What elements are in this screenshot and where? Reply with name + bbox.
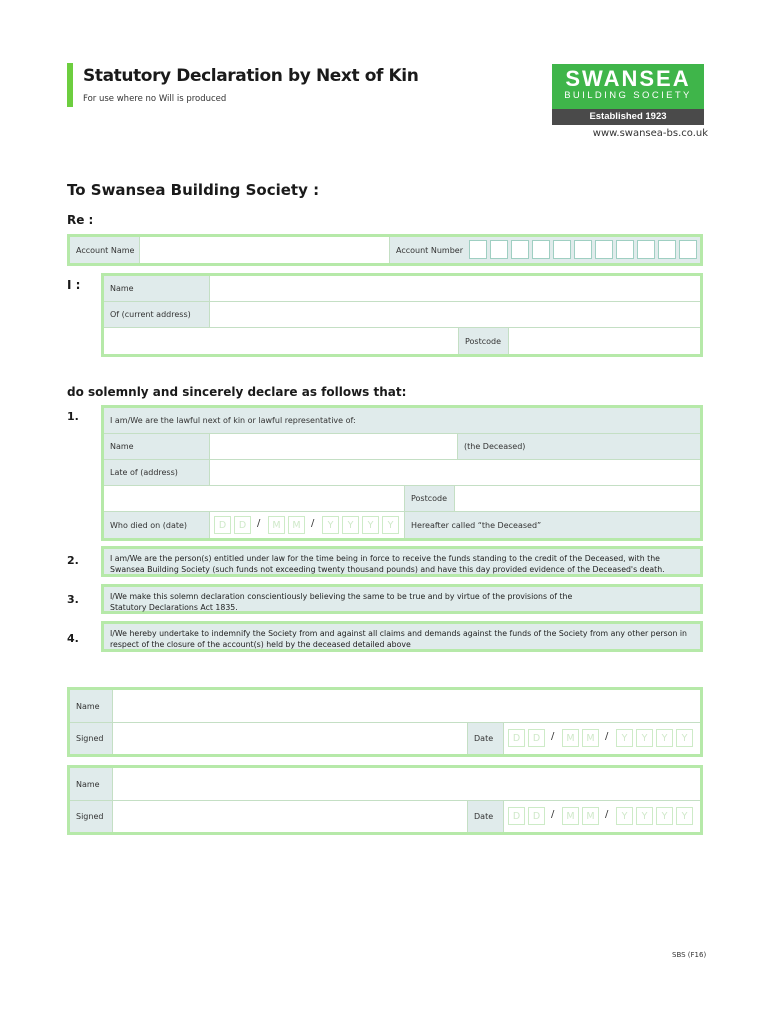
signatory-1-signature-field[interactable] [112,723,467,754]
website-link[interactable]: www.swansea-bs.co.uk [592,128,708,139]
deceased-postcode-label: Postcode [404,486,454,511]
account-digit[interactable] [679,240,697,259]
year-digit[interactable]: Y [616,807,633,825]
account-digit[interactable] [595,240,613,259]
addressee-heading: To Swansea Building Society : [67,181,320,199]
deceased-postcode-field[interactable] [454,486,700,511]
declarant-address-label: Of (current address) [104,302,209,327]
year-digit[interactable]: Y [616,729,633,747]
section-1-box [101,405,703,541]
date-separator: / [551,809,555,820]
logo-name: SWANSEA [565,66,691,91]
section-2-number: 2. [67,554,79,567]
hereafter-label: Hereafter called “the Deceased” [404,512,700,538]
declarant-address-line2-field[interactable] [104,328,458,354]
day-digit[interactable]: D [528,807,545,825]
signatory-2-name-label: Name [70,768,112,800]
declarant-name-label: Name [104,276,209,301]
the-deceased-label: (the Deceased) [457,434,700,459]
section-3-box [101,584,703,614]
year-digit[interactable]: Y [656,807,673,825]
account-digit[interactable] [658,240,676,259]
day-digit[interactable]: D [528,729,545,747]
account-digit[interactable] [532,240,550,259]
date-separator: / [551,731,555,742]
date-separator: / [257,518,261,529]
day-digit[interactable]: D [214,516,231,534]
account-digit[interactable] [511,240,529,259]
signatory-1-date-label: Date [467,723,503,754]
section-2-box [101,546,703,577]
signatory-1-date-field[interactable] [503,723,700,754]
re-heading: Re : [67,213,94,227]
year-digit[interactable]: Y [676,729,693,747]
month-digit[interactable]: M [562,807,579,825]
page-title: Statutory Declaration by Next of Kin [83,66,419,86]
header-accent-bar [67,63,73,107]
account-digit[interactable] [469,240,487,259]
account-number-field[interactable] [465,237,700,263]
declarant-address-field[interactable] [209,302,700,327]
declaration-heading: do solemnly and sincerely declare as follows that: [67,385,407,399]
account-digit[interactable] [553,240,571,259]
section-4-text-line2: respect of the closure of the account(s) held by the deceased detailed above [110,640,411,649]
declarant-box [101,273,703,357]
section-4-box [101,621,703,652]
declarant-postcode-field[interactable] [508,328,700,354]
section-4-number: 4. [67,632,79,645]
section-4-text-line1: I/We hereby undertake to indemnify the Society from and against all claims and demands against the funds of the Society from any other person in [110,629,687,638]
account-digit[interactable] [637,240,655,259]
section-1-intro: I am/We are the lawful next of kin or lawful representative of: [104,408,700,433]
section-3-text-line2: Statutory Declarations Act 1835. [110,603,238,612]
declarant-name-field[interactable] [209,276,700,301]
died-on-label: Who died on (date) [104,512,209,538]
month-digit[interactable]: M [582,729,599,747]
day-digit[interactable]: D [234,516,251,534]
late-of-line2-field[interactable] [104,486,404,511]
month-digit[interactable]: M [582,807,599,825]
date-separator: / [605,731,609,742]
date-separator: / [605,809,609,820]
i-heading: I : [67,278,81,292]
deceased-name-field[interactable] [209,434,457,459]
year-digit[interactable]: Y [656,729,673,747]
section-3-text-line1: I/We make this solemn declaration conscientiously believing the same to be true and by virtue of the provisions of the [110,592,573,601]
account-name-field[interactable] [139,237,389,263]
day-digit[interactable]: D [508,729,525,747]
form-reference: SBS (F16) [672,951,707,959]
signatory-1-name-field[interactable] [112,690,700,722]
signatory-2-signature-field[interactable] [112,801,467,832]
section-2-text-line2: Swansea Building Society (such funds not exceeding twenty thousand pounds) and have this day provided evidence of the Deceased's death. [110,565,665,574]
section-2-text-line1: I am/We are the person(s) entitled under law for the time being in force to receive the funds standing to the credit of the Deceased, with the [110,554,660,563]
section-3-number: 3. [67,593,79,606]
section-1-number: 1. [67,410,79,423]
signature-block-1 [67,687,703,757]
year-digit[interactable]: Y [636,807,653,825]
signatory-2-signed-label: Signed [70,801,112,832]
late-of-field[interactable] [209,460,700,485]
year-digit[interactable]: Y [636,729,653,747]
account-digit[interactable] [616,240,634,259]
swansea-logo [552,64,704,124]
account-digit[interactable] [490,240,508,259]
month-digit[interactable]: M [268,516,285,534]
year-digit[interactable]: Y [676,807,693,825]
account-name-label: Account Name [70,237,139,263]
signatory-2-date-label: Date [467,801,503,832]
month-digit[interactable]: M [288,516,305,534]
signatory-2-name-field[interactable] [112,768,700,800]
page-subtitle: For use where no Will is produced [83,94,227,104]
logo-subtitle: BUILDING SOCIETY [564,90,692,101]
logo-established: Established 1923 [552,109,704,125]
month-digit[interactable]: M [562,729,579,747]
declarant-postcode-label: Postcode [458,328,508,354]
year-digit[interactable]: Y [362,516,379,534]
date-separator: / [311,518,315,529]
year-digit[interactable]: Y [382,516,399,534]
signatory-1-signed-label: Signed [70,723,112,754]
late-of-label: Late of (address) [104,460,209,485]
deceased-name-label: Name [104,434,209,459]
signatory-1-name-label: Name [70,690,112,722]
day-digit[interactable]: D [508,807,525,825]
year-digit[interactable]: Y [342,516,359,534]
signature-block-2 [67,765,703,835]
date-of-death-field[interactable] [209,512,404,538]
account-box [67,234,703,266]
signatory-2-date-field[interactable] [503,801,700,832]
account-number-label: Account Number [389,237,465,263]
account-digit[interactable] [574,240,592,259]
year-digit[interactable]: Y [322,516,339,534]
